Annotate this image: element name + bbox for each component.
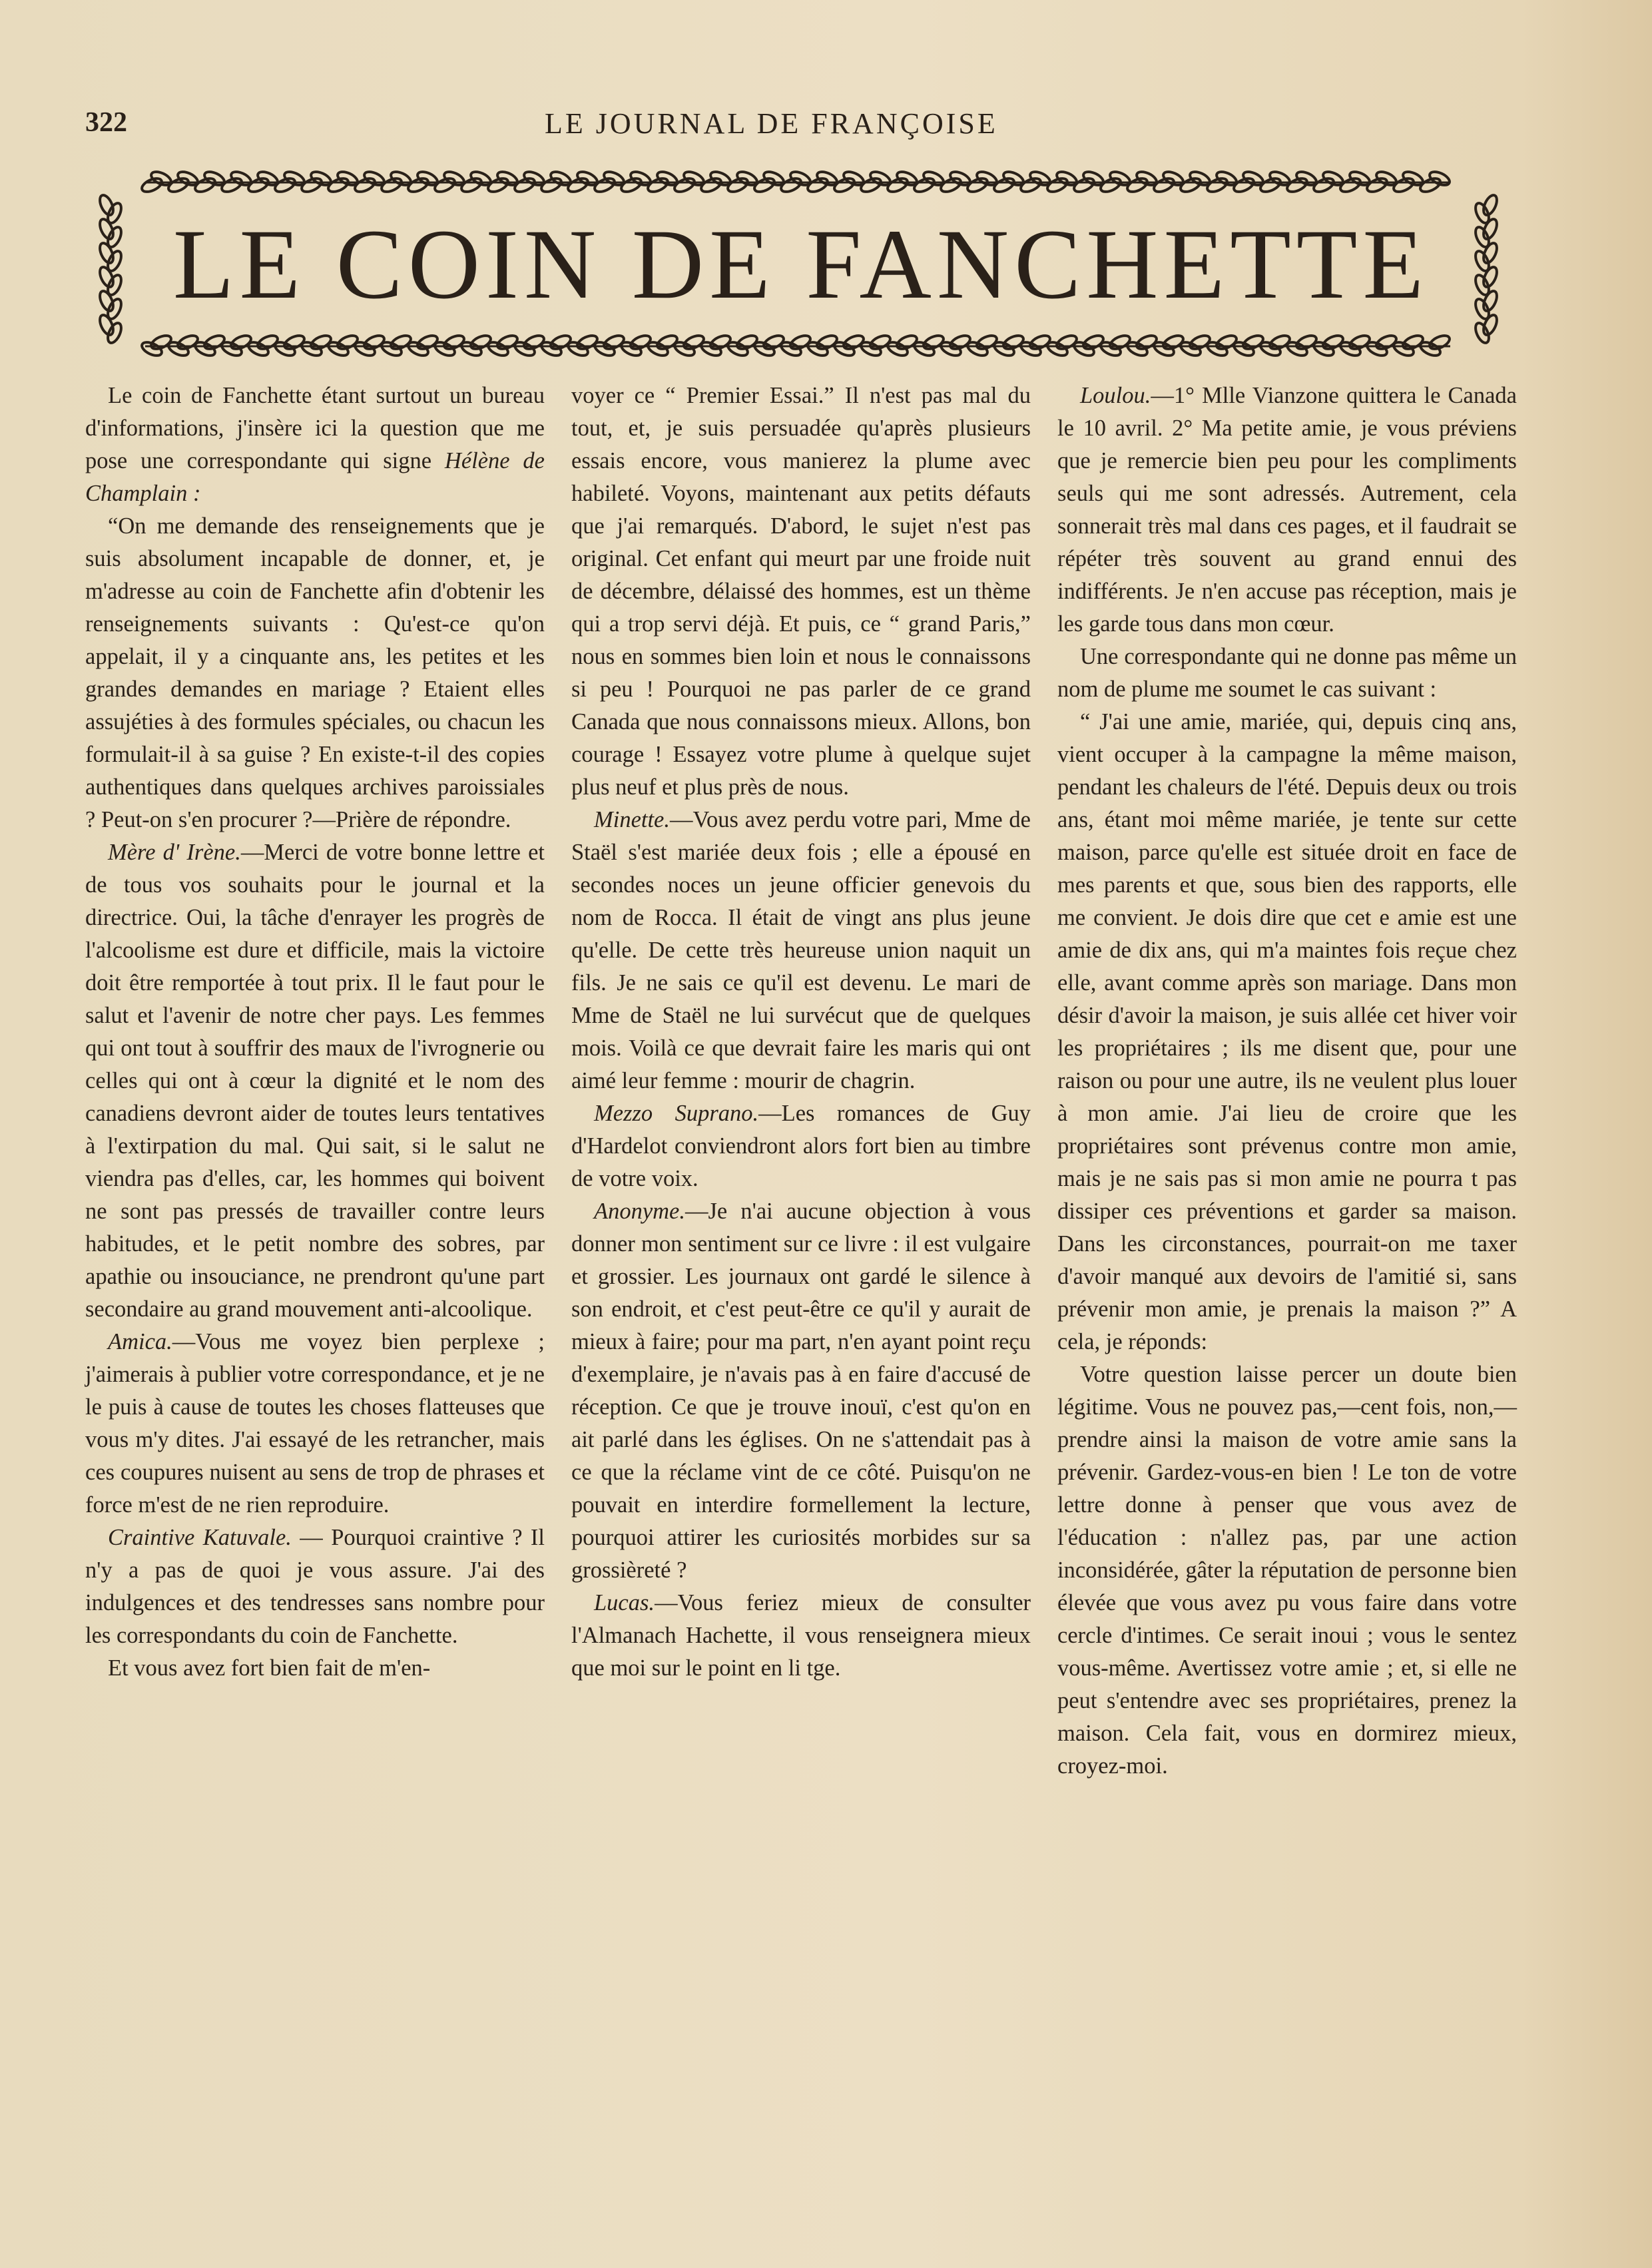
paragraph-text: —1° Mlle Vianzone quittera le Canada le 10 avril. 2° Ma petite amie, je vous préviens que je remercie bien peu pour les compliments seuls qui me sont adressés. Autrement, cela sonnerait très mal dans ces pages, et il faudrait se répéter très souvent au grand ennui des indifférents. Je n'en accuse pas réception, mais je les garde tous dans mon cœur. [1057, 383, 1517, 637]
correspondent-name: Loulou. [1080, 383, 1151, 408]
paragraph-text: “On me demande des renseignements que je suis absolument incapable de donner, et, je m'adresse au coin de Fanchette afin d'obtenir les renseignements suivants : Qu'est-ce qu'on appelait, il y a cinquante ans, les petites et les grandes demandes en mariage ? Etaient elles assujéties à des formules spéciales, ou chacun les formulait-il à sa guise ? En existe-t-il des copies authentiques dans quelques archives paroissiales ? Peut-on s'en procurer ?—Prière de répondre. [85, 513, 545, 832]
paragraph-text: Votre question laisse percer un doute bien légitime. Vous ne pouvez pas,—cent fois, non,—prendre ainsi la maison de votre amie sans la prévenir. Gardez-vous-en bien ! Le ton de votre lettre donne à penser que vous avez de l'éducation : n'allez pas, par une action inconsidérée, gâter la réputation de personne bien élevée que vous avez pu vous faire dans votre cercle d'intimes. Ce serait inoui ; vous le sentez vous-même. Avertissez votre amie ; et, si elle ne peut s'entendre avec ses propriétaires, prenez la maison. Cela fait, vous en dormirez mieux, croyez-moi. [1057, 1362, 1517, 1779]
paragraph [1057, 380, 1517, 641]
paragraph-text: “ J'ai une amie, mariée, qui, depuis cinq ans, vient occuper à la campagne la même maison, pendant les chaleurs de l'été. Depuis deux ou trois ans, étant moi même mariée, je tente sur cette maison, parce qu'elle est située droit en face de mes parents et que, sous bien des rapports, elle me convient. Je dois dire que cet e amie est une amie de dix ans, qui m'a maintes fois reçue chez elle, avant comme après son mariage. Dans mon désir d'avoir la maison, je suis allée cet hiver voir les propriétaires ; ils me disent que, pour une raison ou pour une autre, ils ne veulent plus louer à mon amie. J'ai lieu de croire que les propriétaires sont prévenus contre mon amie, mais je ne sais pas si mon amie ne pourra t pas dissiper ces préventions et garder sa maison. Dans les circonstances, pourrait-on me taxer d'avoir manqué aux devoirs de l'amitié si, sans prévenir mon amie, je prenais la maison ?” A cela, je réponds: [1057, 709, 1517, 1354]
paragraph-text: Et vous avez fort bien fait de m'en- [108, 1655, 431, 1681]
paragraph [85, 836, 545, 1326]
paragraph-text: —Merci de votre bonne lettre et de tous vos souhaits pour le journal et la directrice. Oui, la tâche d'enrayer les progrès de l'alcoolisme est dure et difficile, mais la victoire doit être remportée à tout prix. Il le faut pour le salut et l'avenir de notre cher pays. Les femmes qui ont tout à souffrir des maux de l'ivrognerie ou celles qui ont à cœur la dignité et le nom des canadiens devront aider de toutes leurs tentatives à l'extirpation du mal. Qui sait, si le salut ne viendra pas d'elles, car, les hommes qui boivent ne sont pas pressés de travailler contre leurs habitudes, et le petit nombre des sobres, par apathie ou insouciance, ne prendront qu'une part secondaire au grand mouvement anti-alcoolique. [85, 840, 545, 1322]
paragraph-text: —Vous feriez mieux de consulter l'Almanach Hachette, il vous renseignera mieux que moi sur le point en li tge. [571, 1590, 1031, 1681]
paragraph [571, 1587, 1031, 1685]
paragraph [85, 510, 545, 836]
correspondent-name: Lucas. [594, 1590, 655, 1615]
paragraph [85, 1652, 545, 1685]
paragraph [571, 804, 1031, 1097]
column-3 [1057, 380, 1517, 2124]
laurel-leaf [1473, 321, 1492, 345]
paragraph-text: —Vous me voyez bien perplexe ; j'aimerais à publier votre correspondance, et je ne le puis à cause de toutes les choses flatteuses que vous m'y dites. J'ai essayé de les retrancher, mais ces coupures nuisent au sens de trop de phrases et force m'est de ne rien reproduire. [85, 1329, 545, 1518]
paragraph [571, 380, 1031, 804]
column-2 [571, 380, 1031, 2124]
paragraph-text: —Les romances de Guy d'Hardelot conviendront alors fort bien au timbre de votre voix. [571, 1101, 1031, 1191]
correspondent-name: Mère d' Irène. [108, 840, 241, 865]
running-head [85, 107, 1523, 146]
paragraph-text: voyer ce “ Premier Essai.” Il n'est pas mal du tout, et, je suis persuadée qu'après plusieurs essais encore, vous manierez la plume avec habileté. Voyons, maintenant aux petits défauts que j'ai remarqués. D'abord, le sujet n'est pas original. Cet enfant qui meurt par une froide nuit de décembre, délaissé des hommes, est un thème qui a trop servi déjà. Et puis, ce “ grand Paris,” nous en sommes bien loin et nous le connaissons si peu ! Pourquoi ne pas parler de ce grand Canada que nous connaissons mieux. Allons, bon courage ! Essayez votre plume à quelque sujet plus neuf et plus près de nous. [571, 383, 1031, 800]
page-number: 322 [85, 107, 127, 138]
paragraph [1057, 706, 1517, 1358]
column-1 [85, 380, 545, 2124]
correspondent-name: Hélène de Champlain : [85, 448, 545, 506]
correspondent-name: Amica. [108, 1329, 172, 1354]
laurel-leaf [1428, 333, 1452, 352]
paragraph-text: — Pourquoi craintive ? Il n'y a pas de quoi je vous assure. J'ai des indulgences et des tendresses sans nombre pour les correspondants du coin de Fanchette. [85, 1525, 545, 1648]
paragraph [85, 1326, 545, 1522]
paragraph [571, 1097, 1031, 1195]
correspondent-name: Anonyme. [594, 1199, 685, 1224]
paragraph [1057, 641, 1517, 706]
paragraph-text: —Je n'ai aucune objection à vous donner mon sentiment sur ce livre : il est vulgaire et grossier. Les journaux ont gardé le silence à son endroit, et c'est peut-être ce qu'il y aurait de mieux à faire; pour ma part, n'en ayant point reçu d'exemplaire, je n'avais pas à en faire d'accusé de réception. Ce que je trouve inouï, c'est qu'on en ait parlé dans les églises. On ne s'attendait pas à ce que la réclame vint de ce côté. Puisqu'on ne pouvait en interdire formellement la lecture, pourquoi attirer les curiosités morbides sur sa grossièreté ? [571, 1199, 1031, 1583]
correspondent-name: Mezzo Suprano. [594, 1101, 759, 1126]
journal-title: LE JOURNAL DE FRANÇOISE [545, 107, 998, 140]
correspondent-name: Minette. [594, 807, 670, 832]
paragraph [85, 380, 545, 510]
paragraph [1057, 1358, 1517, 1783]
paragraph [571, 1195, 1031, 1587]
paragraph-text: Le coin de Fanchette étant surtout un bureau d'informations, j'insère ici la question que me pose une correspondante qui signe [85, 383, 545, 473]
title-frame [92, 165, 1510, 365]
correspondent-name: Craintive Katuvale. [108, 1525, 292, 1550]
paragraph-text: —Vous avez perdu votre pari, Mme de Staël s'est mariée deux fois ; elle a épousé en secondes noces un jeune officier genevois du nom de Rocca. Il était de vingt ans plus jeune qu'elle. De cette très heureuse union naquit un fils. Je ne sais ce qu'il est devenu. Le mari de Mme de Staël ne lui survécut que de quelques mois. Voilà ce que devrait faire les maris qui ont aimé leur femme : mourir de chagrin. [571, 807, 1031, 1093]
laurel-leaf [105, 321, 124, 345]
article-columns [85, 380, 1517, 2124]
section-title: LE COIN DE FANCHETTE [172, 209, 1430, 320]
paragraph-text: Une correspondante qui ne donne pas même un nom de plume me soumet le cas suivant : [1057, 644, 1517, 702]
paragraph [85, 1522, 545, 1652]
